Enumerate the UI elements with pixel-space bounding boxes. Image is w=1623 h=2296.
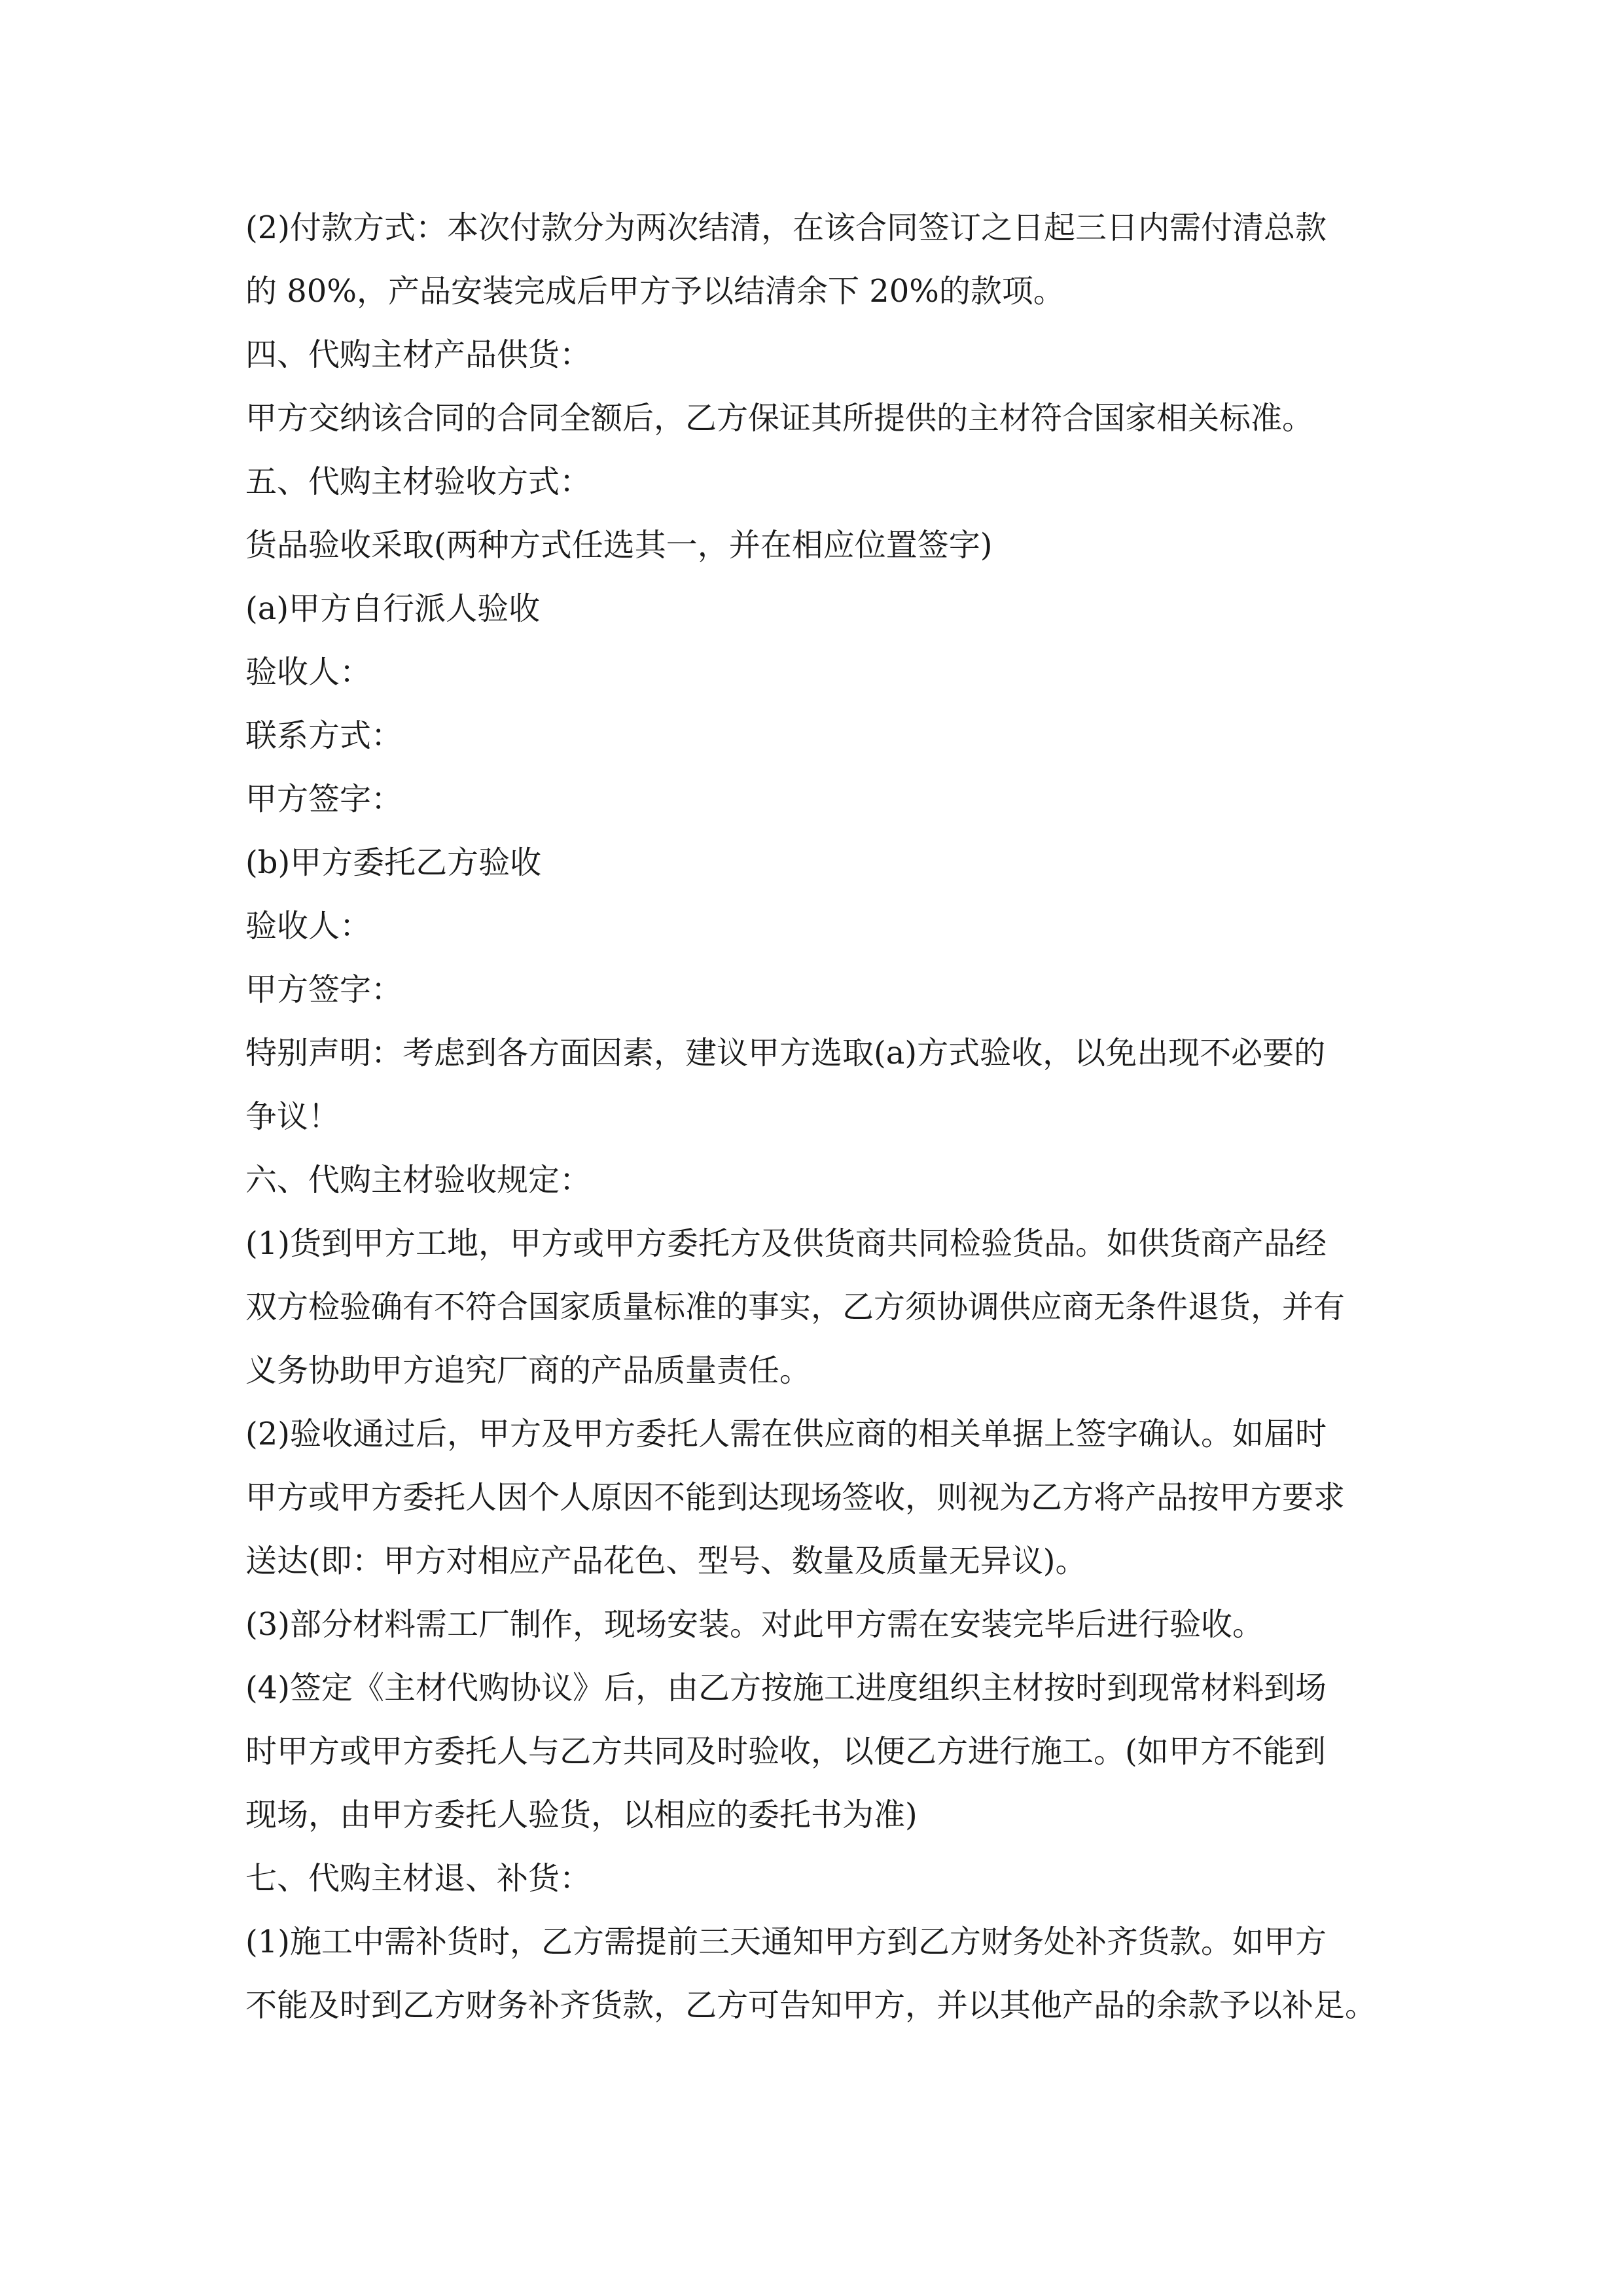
text-line: (2)付款方式：本次付款分为两次结清，在该合同签订之日起三日内需付清总款	[245, 209, 1327, 246]
text-line: 双方检验确有不符合国家质量标准的事实，乙方须协调供应商无条件退货，并有	[245, 1289, 1346, 1325]
text-line: (4)签定《主材代购协议》后，由乙方按施工进度组织主材按时到现常材料到场	[245, 1670, 1327, 1706]
party-a-signature-label: 甲方签字：	[245, 781, 403, 817]
section-heading: 五、代购主材验收方式：	[245, 463, 592, 500]
text-line: (1)施工中需补货时，乙方需提前三天通知甲方到乙方财务处补齐货款。如甲方	[245, 1924, 1327, 1960]
text-line: 现场，由甲方委托人验货，以相应的委托书为准)	[245, 1797, 918, 1833]
special-statement: 争议！	[245, 1098, 340, 1135]
text-line: (3)部分材料需工厂制作，现场安装。对此甲方需在安装完毕后进行验收。	[245, 1606, 1264, 1643]
text-line: 义务协助甲方追究厂商的产品质量责任。	[245, 1352, 812, 1389]
party-a-signature-label: 甲方签字：	[245, 971, 403, 1008]
option-b-title: (b)甲方委托乙方验收	[245, 844, 542, 881]
text-line: 送达(即：甲方对相应产品花色、型号、数量及质量无异议)。	[245, 1543, 1087, 1579]
text-line: 货品验收采取(两种方式任选其一，并在相应位置签字)	[245, 527, 993, 564]
inspector-label: 验收人：	[245, 654, 372, 691]
inspector-label: 验收人：	[245, 908, 372, 944]
option-a-title: (a)甲方自行派人验收	[245, 590, 541, 627]
text-line: 时甲方或甲方委托人与乙方共同及时验收，以便乙方进行施工。(如甲方不能到	[245, 1733, 1326, 1770]
contact-label: 联系方式：	[245, 717, 403, 754]
section-heading: 六、代购主材验收规定：	[245, 1162, 592, 1198]
text-line: (1)货到甲方工地，甲方或甲方委托方及供货商共同检验货品。如供货商产品经	[245, 1225, 1327, 1262]
section-heading: 四、代购主材产品供货：	[245, 336, 592, 373]
text-line: (2)验收通过后，甲方及甲方委托人需在供应商的相关单据上签字确认。如届时	[245, 1416, 1327, 1452]
text-line: 的 80%，产品安装完成后甲方予以结清余下 20%的款项。	[245, 273, 1065, 310]
special-statement: 特别声明：考虑到各方面因素，建议甲方选取(a)方式验收，以免出现不必要的	[245, 1035, 1326, 1071]
text-line: 甲方或甲方委托人因个人原因不能到达现场签收，则视为乙方将产品按甲方要求	[245, 1479, 1346, 1516]
text-line: 不能及时到乙方财务补齐货款，乙方可告知甲方，并以其他产品的余款予以补足。	[245, 1987, 1377, 2024]
section-heading: 七、代购主材退、补货：	[245, 1860, 592, 1897]
document-body	[245, 196, 1384, 2037]
text-line: 甲方交纳该合同的合同全额后，乙方保证其所提供的主材符合国家相关标准。	[245, 400, 1314, 437]
